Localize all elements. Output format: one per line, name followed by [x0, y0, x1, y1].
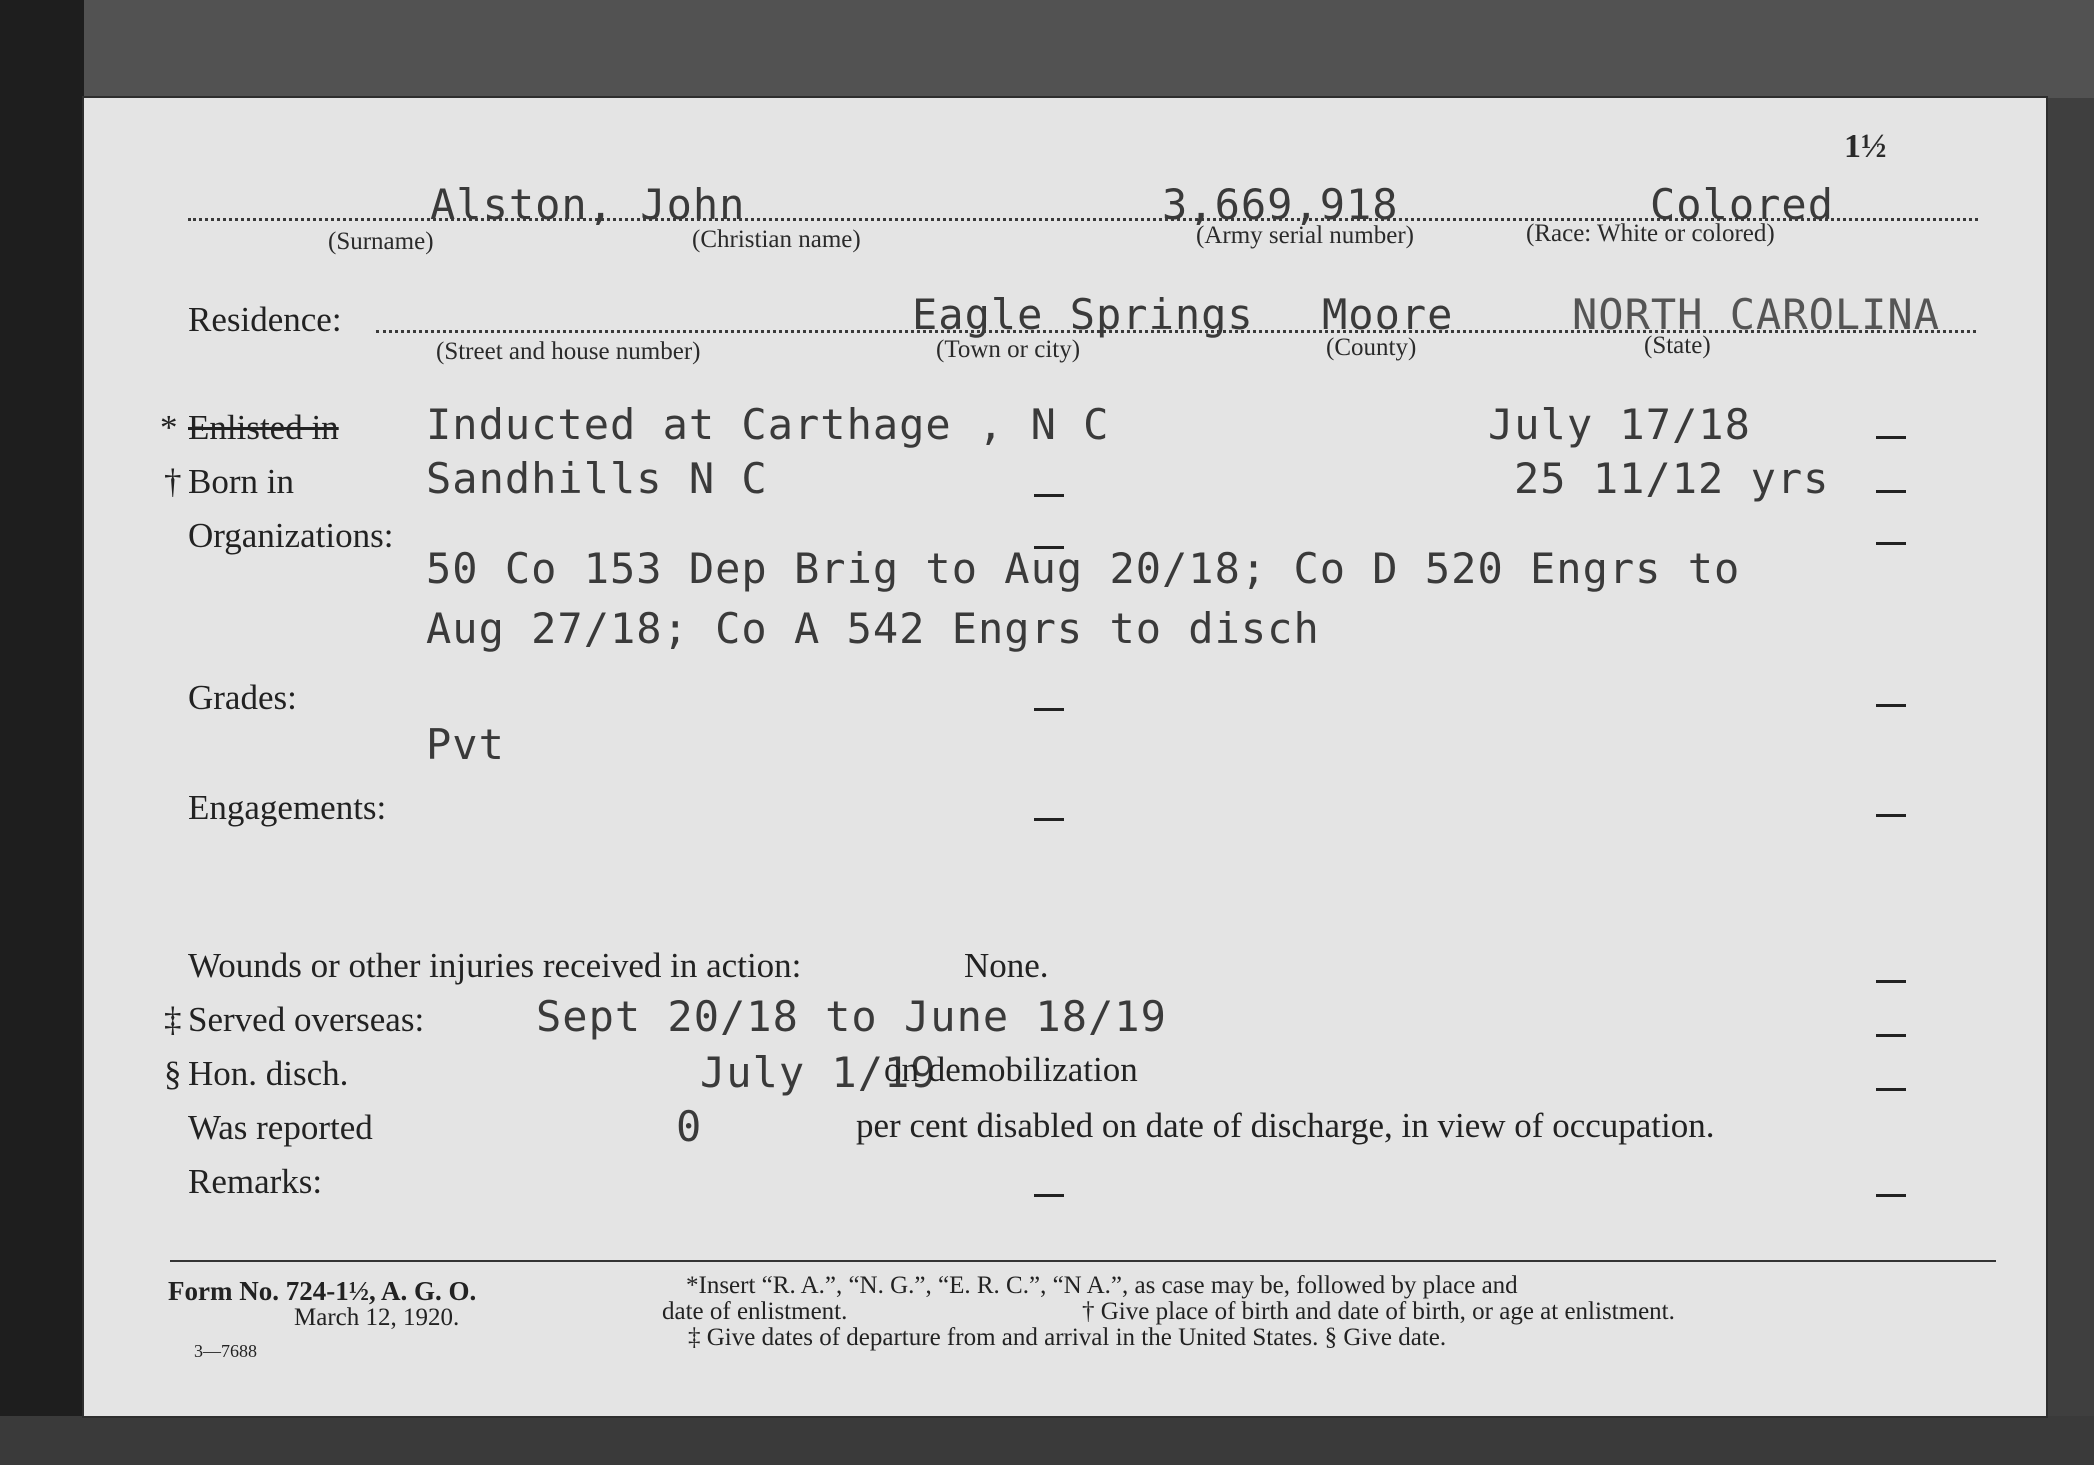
serial-number-caption: (Army serial number): [1196, 222, 1414, 249]
born-dash-mid: [1034, 494, 1064, 497]
serial-number-value: 3,669,918: [1162, 180, 1399, 229]
disch-mark: §: [164, 1054, 182, 1093]
hon-disch-label: Hon. disch.: [188, 1054, 349, 1093]
organizations-dash-right: [1876, 542, 1906, 545]
scanner-background-bottom: [0, 1416, 2094, 1465]
organizations-label: Organizations:: [188, 516, 394, 555]
form-number: Form No. 724-1½, A. G. O.: [168, 1276, 477, 1306]
wounds-dash: [1876, 980, 1906, 983]
footnote-birth: † Give place of birth and date of birth, or age at enlistment.: [1082, 1298, 1675, 1325]
street-caption: (Street and house number): [436, 338, 701, 365]
christian-name-caption: (Christian name): [692, 226, 861, 253]
born-dash-right: [1876, 490, 1906, 493]
race-value: Colored: [1650, 180, 1835, 229]
age-value: 25 11/12 yrs: [1514, 454, 1830, 503]
grades-dash-right: [1876, 704, 1906, 707]
enlisted-label: Enlisted in: [188, 408, 339, 447]
enlisted-mark: *: [160, 408, 178, 447]
served-dash: [1876, 1034, 1906, 1037]
born-label: Born in: [188, 462, 294, 501]
percent-disabled-value: 0: [676, 1102, 703, 1151]
enlisted-dash: [1876, 436, 1906, 439]
remarks-dash-mid: [1034, 1194, 1064, 1197]
sheet-number: 1½: [1844, 128, 1887, 165]
served-mark: ‡: [164, 1000, 182, 1039]
disch-date-value: July 1/19: [700, 1048, 937, 1097]
born-value: Sandhills N C: [426, 454, 768, 503]
grade-value: Pvt: [426, 720, 505, 769]
organizations-line-1: 50 Co 153 Dep Brig to Aug 20/18; Co D 520 Engrs to: [426, 544, 1741, 593]
enlisted-date-value: July 17/18: [1488, 400, 1751, 449]
wounds-label: Wounds or other injuries received in action:: [188, 946, 802, 985]
state-caption: (State): [1644, 332, 1711, 359]
engagements-label: Engagements:: [188, 788, 387, 827]
footer-rule: [170, 1260, 1996, 1262]
state-value: NORTH CAROLINA: [1572, 290, 1941, 339]
residence-label: Residence:: [188, 300, 342, 339]
grades-label: Grades:: [188, 678, 297, 717]
county-value: Moore: [1322, 290, 1454, 339]
engagements-dash-mid: [1034, 818, 1064, 821]
disabled-statement: per cent disabled on date of discharge, in view of occupation.: [856, 1106, 1715, 1145]
enlisted-value: Inducted at Carthage , N C: [426, 400, 1110, 449]
print-code: 3—7688: [194, 1341, 257, 1361]
served-overseas-value: Sept 20/18 to June 18/19: [536, 992, 1167, 1041]
remarks-label: Remarks:: [188, 1162, 323, 1201]
was-reported-label: Was reported: [188, 1108, 373, 1147]
served-overseas-label: Served overseas:: [188, 1000, 425, 1039]
organizations-line-2: Aug 27/18; Co A 542 Engrs to disch: [426, 604, 1320, 653]
town-caption: (Town or city): [936, 336, 1081, 363]
born-mark: †: [164, 462, 182, 501]
surname-caption: (Surname): [328, 228, 434, 255]
wounds-value: None.: [964, 946, 1049, 985]
disch-reason-value: on demobilization: [884, 1050, 1138, 1089]
remarks-dash-right: [1876, 1194, 1906, 1197]
disch-dash: [1876, 1088, 1906, 1091]
race-caption: (Race: White or colored): [1526, 220, 1775, 247]
grades-dash-mid: [1034, 708, 1064, 711]
service-record-card: [84, 98, 2046, 1416]
engagements-dash-right: [1876, 814, 1906, 817]
scanner-background-left: [0, 0, 84, 1465]
name-value: Alston, John: [430, 180, 746, 229]
footnote-insert: *Insert “R. A.”, “N. G.”, “E. R. C.”, “N A.”, as case may be, followed by place and: [686, 1272, 1518, 1299]
footnote-enlistment: date of enlistment.: [662, 1298, 848, 1325]
scanner-background-top: [0, 0, 2094, 98]
town-value: Eagle Springs: [912, 290, 1254, 339]
footnote-overseas: ‡ Give dates of departure from and arrival in the United States. § Give date.: [688, 1324, 1447, 1351]
county-caption: (County): [1326, 334, 1417, 361]
form-date: March 12, 1920.: [294, 1304, 460, 1331]
